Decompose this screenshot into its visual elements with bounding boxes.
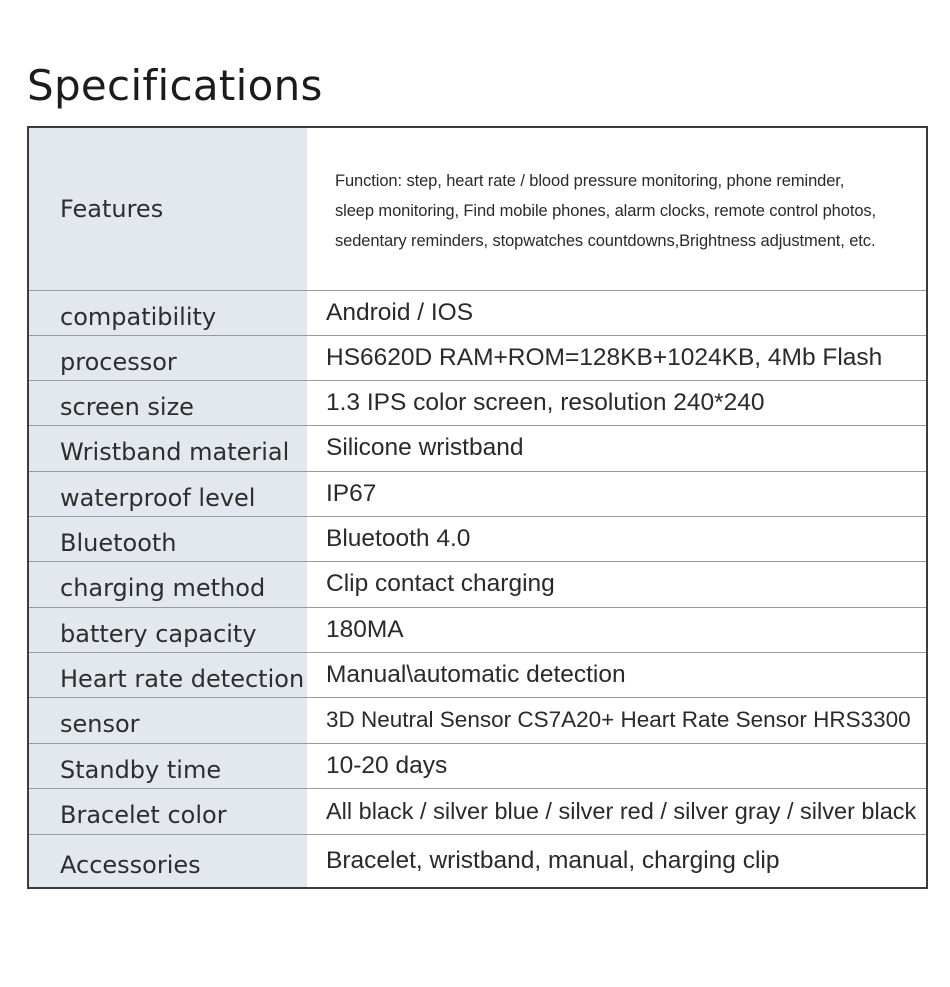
spec-row — [29, 380, 926, 426]
spec-value: Clip contact charging — [326, 570, 555, 597]
spec-row — [29, 561, 926, 608]
features-line: sedentary reminders, stopwatches countdowns,Brightness adjustment, etc. — [335, 232, 876, 250]
spec-row — [29, 290, 926, 336]
spec-value: Android / IOS — [326, 298, 474, 326]
spec-label: sensor — [60, 710, 140, 738]
spec-row — [29, 788, 926, 835]
spec-value: All black / silver blue / silver red / silver gray / silver black — [326, 797, 917, 824]
spec-row — [29, 471, 926, 517]
features-line: Function: step, heart rate / blood pressure monitoring, phone reminder, — [335, 172, 845, 190]
spec-label: processor — [60, 347, 177, 376]
spec-row — [29, 516, 926, 562]
spec-label: Heart rate detection — [60, 664, 305, 693]
spec-value: 1.3 IPS color screen, resolution 240*240 — [326, 388, 765, 416]
spec-row — [29, 607, 926, 653]
spec-value: HS6620D RAM+ROM=128KB+1024KB, 4Mb Flash — [326, 343, 883, 371]
spec-label: Standby time — [60, 755, 222, 784]
spec-row — [29, 743, 926, 789]
spec-value: Silicone wristband — [326, 434, 524, 461]
spec-value: Bluetooth 4.0 — [326, 524, 471, 552]
spec-value: 180MA — [326, 615, 404, 643]
spec-row — [29, 425, 926, 472]
spec-label: Wristband material — [60, 438, 290, 466]
spec-label: Bluetooth — [60, 528, 177, 557]
spec-label: Features — [60, 195, 164, 223]
spec-value: IP67 — [326, 479, 377, 507]
spec-label: screen size — [60, 392, 194, 421]
page-title: Specifications — [27, 61, 323, 110]
spec-label: charging method — [60, 574, 266, 602]
spec-row — [29, 834, 926, 887]
spec-value: 10-20 days — [326, 751, 448, 779]
spec-row-features — [29, 128, 926, 291]
spec-label: waterproof level — [60, 483, 256, 512]
features-line: sleep monitoring, Find mobile phones, alarm clocks, remote control photos, — [335, 202, 877, 220]
spec-label: Accessories — [60, 850, 201, 879]
spec-value: Manual\automatic detection — [326, 660, 626, 688]
spec-label: battery capacity — [60, 619, 257, 648]
spec-label: compatibility — [60, 302, 217, 331]
spec-row — [29, 697, 926, 744]
spec-row — [29, 652, 926, 698]
spec-value: 3D Neutral Sensor CS7A20+ Heart Rate Sensor HRS3300 — [326, 707, 911, 732]
spec-label: Bracelet color — [60, 801, 227, 829]
spec-row — [29, 335, 926, 381]
spec-value: Bracelet, wristband, manual, charging clip — [326, 846, 780, 874]
features-description — [335, 166, 915, 256]
spec-table — [27, 126, 928, 889]
